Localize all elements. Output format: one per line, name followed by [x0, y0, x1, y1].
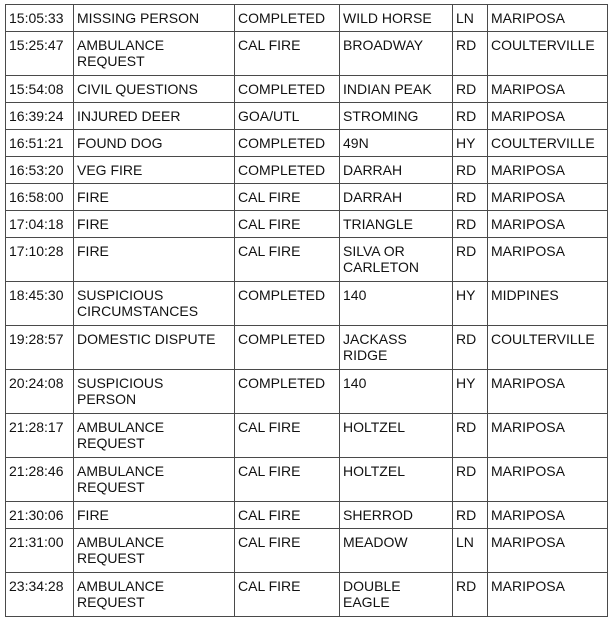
street-suffix-cell: RD	[453, 103, 488, 130]
street-name-cell: DARRAH	[340, 157, 453, 184]
disposition-cell: CAL FIRE	[235, 458, 340, 502]
incident-type-cell: SUSPICIOUS PERSON	[74, 370, 235, 414]
time-cell: 16:53:20	[6, 157, 74, 184]
disposition-cell: COMPLETED	[235, 370, 340, 414]
table-row	[6, 529, 608, 573]
table-row	[6, 326, 608, 370]
incident-type-cell: INJURED DEER	[74, 103, 235, 130]
disposition-cell: CAL FIRE	[235, 502, 340, 529]
time-cell: 21:30:06	[6, 502, 74, 529]
incident-type-cell: MISSING PERSON	[74, 5, 235, 32]
incident-type-cell: FIRE	[74, 238, 235, 282]
incident-type-cell: FIRE	[74, 502, 235, 529]
street-suffix-cell: RD	[453, 76, 488, 103]
table-row	[6, 370, 608, 414]
street-suffix-cell: RD	[453, 184, 488, 211]
street-name-cell: JACKASS RIDGE	[340, 326, 453, 370]
disposition-cell: COMPLETED	[235, 157, 340, 184]
incident-type-cell: DOMESTIC DISPUTE	[74, 326, 235, 370]
table-row	[6, 458, 608, 502]
time-cell: 15:25:47	[6, 32, 74, 76]
disposition-cell: GOA/UTL	[235, 103, 340, 130]
incident-type-cell: AMBULANCE REQUEST	[74, 573, 235, 617]
table-row	[6, 211, 608, 238]
incident-type-cell: AMBULANCE REQUEST	[74, 414, 235, 458]
street-suffix-cell: RD	[453, 502, 488, 529]
table-row	[6, 76, 608, 103]
incident-type-cell: AMBULANCE REQUEST	[74, 32, 235, 76]
city-cell: MARIPOSA	[488, 211, 608, 238]
incident-type-cell: FIRE	[74, 184, 235, 211]
city-cell: MARIPOSA	[488, 458, 608, 502]
incident-type-cell: AMBULANCE REQUEST	[74, 529, 235, 573]
disposition-cell: COMPLETED	[235, 282, 340, 326]
time-cell: 21:28:17	[6, 414, 74, 458]
street-name-cell: 140	[340, 370, 453, 414]
time-cell: 16:58:00	[6, 184, 74, 211]
city-cell: MARIPOSA	[488, 238, 608, 282]
street-suffix-cell: LN	[453, 529, 488, 573]
street-name-cell: WILD HORSE	[340, 5, 453, 32]
table-row	[6, 5, 608, 32]
disposition-cell: CAL FIRE	[235, 32, 340, 76]
city-cell: MARIPOSA	[488, 370, 608, 414]
incident-type-cell: VEG FIRE	[74, 157, 235, 184]
street-name-cell: DOUBLE EAGLE	[340, 573, 453, 617]
time-cell: 21:31:00	[6, 529, 74, 573]
street-suffix-cell: HY	[453, 370, 488, 414]
incident-type-cell: FOUND DOG	[74, 130, 235, 157]
street-name-cell: HOLTZEL	[340, 458, 453, 502]
street-suffix-cell: HY	[453, 130, 488, 157]
table-row	[6, 184, 608, 211]
disposition-cell: CAL FIRE	[235, 184, 340, 211]
city-cell: MARIPOSA	[488, 573, 608, 617]
city-cell: COULTERVILLE	[488, 326, 608, 370]
street-name-cell: MEADOW	[340, 529, 453, 573]
time-cell: 18:45:30	[6, 282, 74, 326]
table-row	[6, 130, 608, 157]
disposition-cell: COMPLETED	[235, 5, 340, 32]
street-suffix-cell: RD	[453, 573, 488, 617]
street-name-cell: 140	[340, 282, 453, 326]
disposition-cell: CAL FIRE	[235, 529, 340, 573]
incident-type-cell: AMBULANCE REQUEST	[74, 458, 235, 502]
street-suffix-cell: RD	[453, 157, 488, 184]
time-cell: 16:51:21	[6, 130, 74, 157]
street-suffix-cell: RD	[453, 326, 488, 370]
table-row	[6, 414, 608, 458]
table-row	[6, 238, 608, 282]
street-suffix-cell: RD	[453, 458, 488, 502]
disposition-cell: CAL FIRE	[235, 414, 340, 458]
time-cell: 20:24:08	[6, 370, 74, 414]
city-cell: MIDPINES	[488, 282, 608, 326]
disposition-cell: CAL FIRE	[235, 238, 340, 282]
disposition-cell: COMPLETED	[235, 76, 340, 103]
city-cell: MARIPOSA	[488, 157, 608, 184]
time-cell: 21:28:46	[6, 458, 74, 502]
time-cell: 15:05:33	[6, 5, 74, 32]
city-cell: MARIPOSA	[488, 184, 608, 211]
time-cell: 23:34:28	[6, 573, 74, 617]
disposition-cell: CAL FIRE	[235, 573, 340, 617]
city-cell: COULTERVILLE	[488, 32, 608, 76]
table-row	[6, 103, 608, 130]
city-cell: MARIPOSA	[488, 529, 608, 573]
street-name-cell: INDIAN PEAK	[340, 76, 453, 103]
disposition-cell: COMPLETED	[235, 130, 340, 157]
city-cell: COULTERVILLE	[488, 130, 608, 157]
incident-type-cell: FIRE	[74, 211, 235, 238]
street-suffix-cell: RD	[453, 414, 488, 458]
street-name-cell: STROMING	[340, 103, 453, 130]
city-cell: MARIPOSA	[488, 103, 608, 130]
street-suffix-cell: HY	[453, 282, 488, 326]
city-cell: MARIPOSA	[488, 414, 608, 458]
street-suffix-cell: RD	[453, 32, 488, 76]
table-row	[6, 502, 608, 529]
street-name-cell: SILVA OR CARLETON	[340, 238, 453, 282]
street-name-cell: SHERROD	[340, 502, 453, 529]
city-cell: MARIPOSA	[488, 502, 608, 529]
table-row	[6, 573, 608, 617]
time-cell: 15:54:08	[6, 76, 74, 103]
street-suffix-cell: RD	[453, 211, 488, 238]
time-cell: 17:04:18	[6, 211, 74, 238]
city-cell: MARIPOSA	[488, 76, 608, 103]
time-cell: 17:10:28	[6, 238, 74, 282]
time-cell: 16:39:24	[6, 103, 74, 130]
incident-type-cell: SUSPICIOUS CIRCUMSTANCES	[74, 282, 235, 326]
street-name-cell: BROADWAY	[340, 32, 453, 76]
city-cell: MARIPOSA	[488, 5, 608, 32]
street-name-cell: DARRAH	[340, 184, 453, 211]
street-suffix-cell: RD	[453, 238, 488, 282]
table-row	[6, 32, 608, 76]
street-name-cell: 49N	[340, 130, 453, 157]
incident-log-body	[6, 5, 608, 617]
street-name-cell: TRIANGLE	[340, 211, 453, 238]
street-suffix-cell: LN	[453, 5, 488, 32]
table-row	[6, 157, 608, 184]
time-cell: 19:28:57	[6, 326, 74, 370]
table-row	[6, 282, 608, 326]
disposition-cell: COMPLETED	[235, 326, 340, 370]
street-name-cell: HOLTZEL	[340, 414, 453, 458]
disposition-cell: CAL FIRE	[235, 211, 340, 238]
incident-log-table	[5, 4, 608, 617]
incident-type-cell: CIVIL QUESTIONS	[74, 76, 235, 103]
